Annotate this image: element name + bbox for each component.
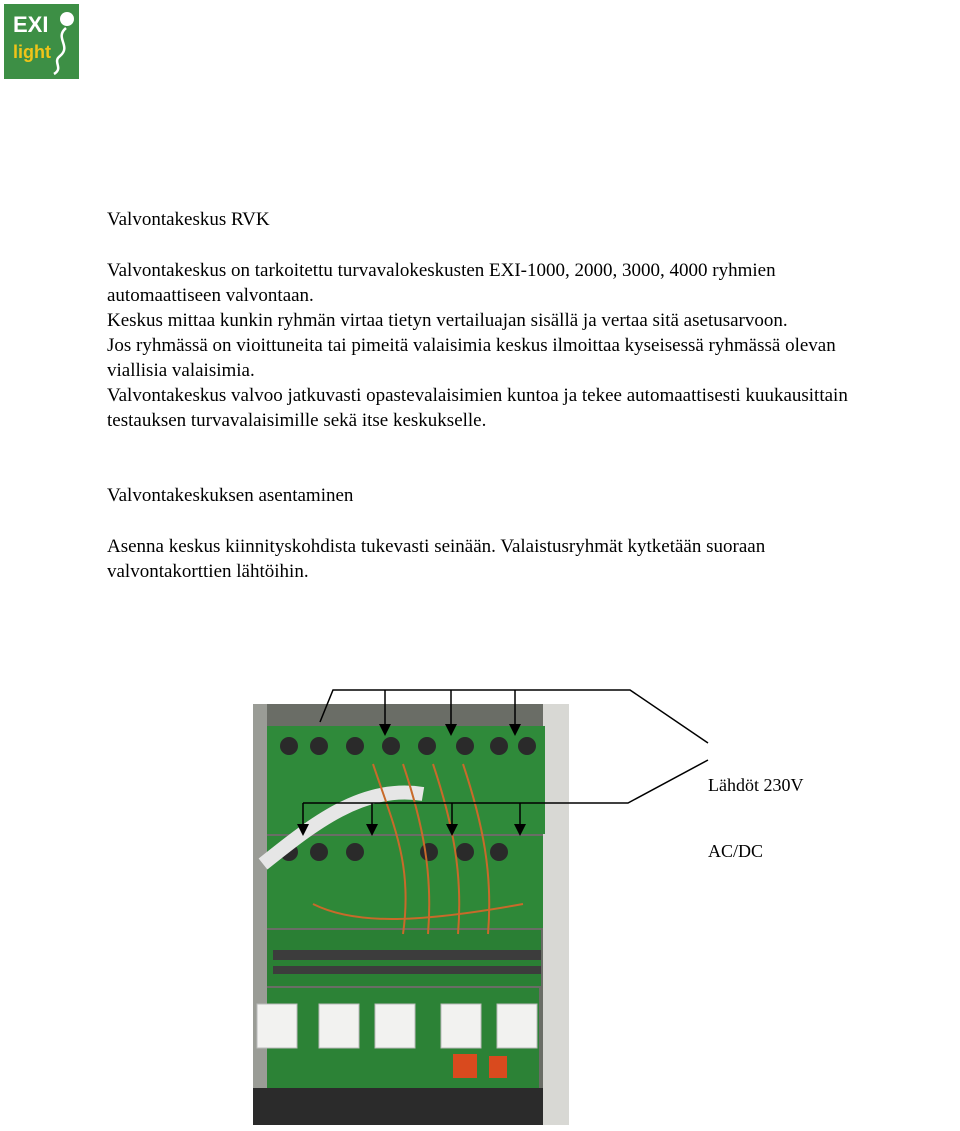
paragraph-line: Valvontakeskus valvoo jatkuvasti opastevalaisimien kuntoa ja tekee automaattisesti kuukausittain <box>107 385 848 406</box>
paragraph-line: valvontakorttien lähtöihin. <box>107 561 309 582</box>
paragraph-line: Asenna keskus kiinnityskohdista tukevasti seinään. Valaistusryhmät kytketään suoraan <box>107 536 766 557</box>
paragraph-line: Jos ryhmässä on vioittuneita tai pimeitä valaisimia keskus ilmoittaa kyseisessä ryhmässä olevan <box>107 335 836 356</box>
caption-line: AC/DC <box>708 841 764 861</box>
logo-text-exi: EXI <box>13 12 49 37</box>
paragraph-line: testauksen turvavalaisimille sekä itse keskukselle. <box>107 410 487 431</box>
outputs-caption <box>708 730 803 884</box>
paragraph-line: viallisia valaisimia. <box>107 360 255 381</box>
paragraph-line: Keskus mittaa kunkin ryhmän virtaa tietyn vertailuajan sisällä ja vertaa sitä asetusarvoon. <box>107 310 788 331</box>
section-heading-rvk: Valvontakeskus RVK <box>107 209 270 230</box>
paragraph-line: Valvontakeskus on tarkoitettu turvavalokeskusten EXI-1000, 2000, 3000, 4000 ryhmien <box>107 260 776 281</box>
paragraph-line: automaattiseen valvontaan. <box>107 285 314 306</box>
logo-text-light: light <box>13 42 51 62</box>
section-heading-installation: Valvontakeskuksen asentaminen <box>107 485 354 506</box>
caption-line: Lähdöt 230V <box>708 775 804 795</box>
